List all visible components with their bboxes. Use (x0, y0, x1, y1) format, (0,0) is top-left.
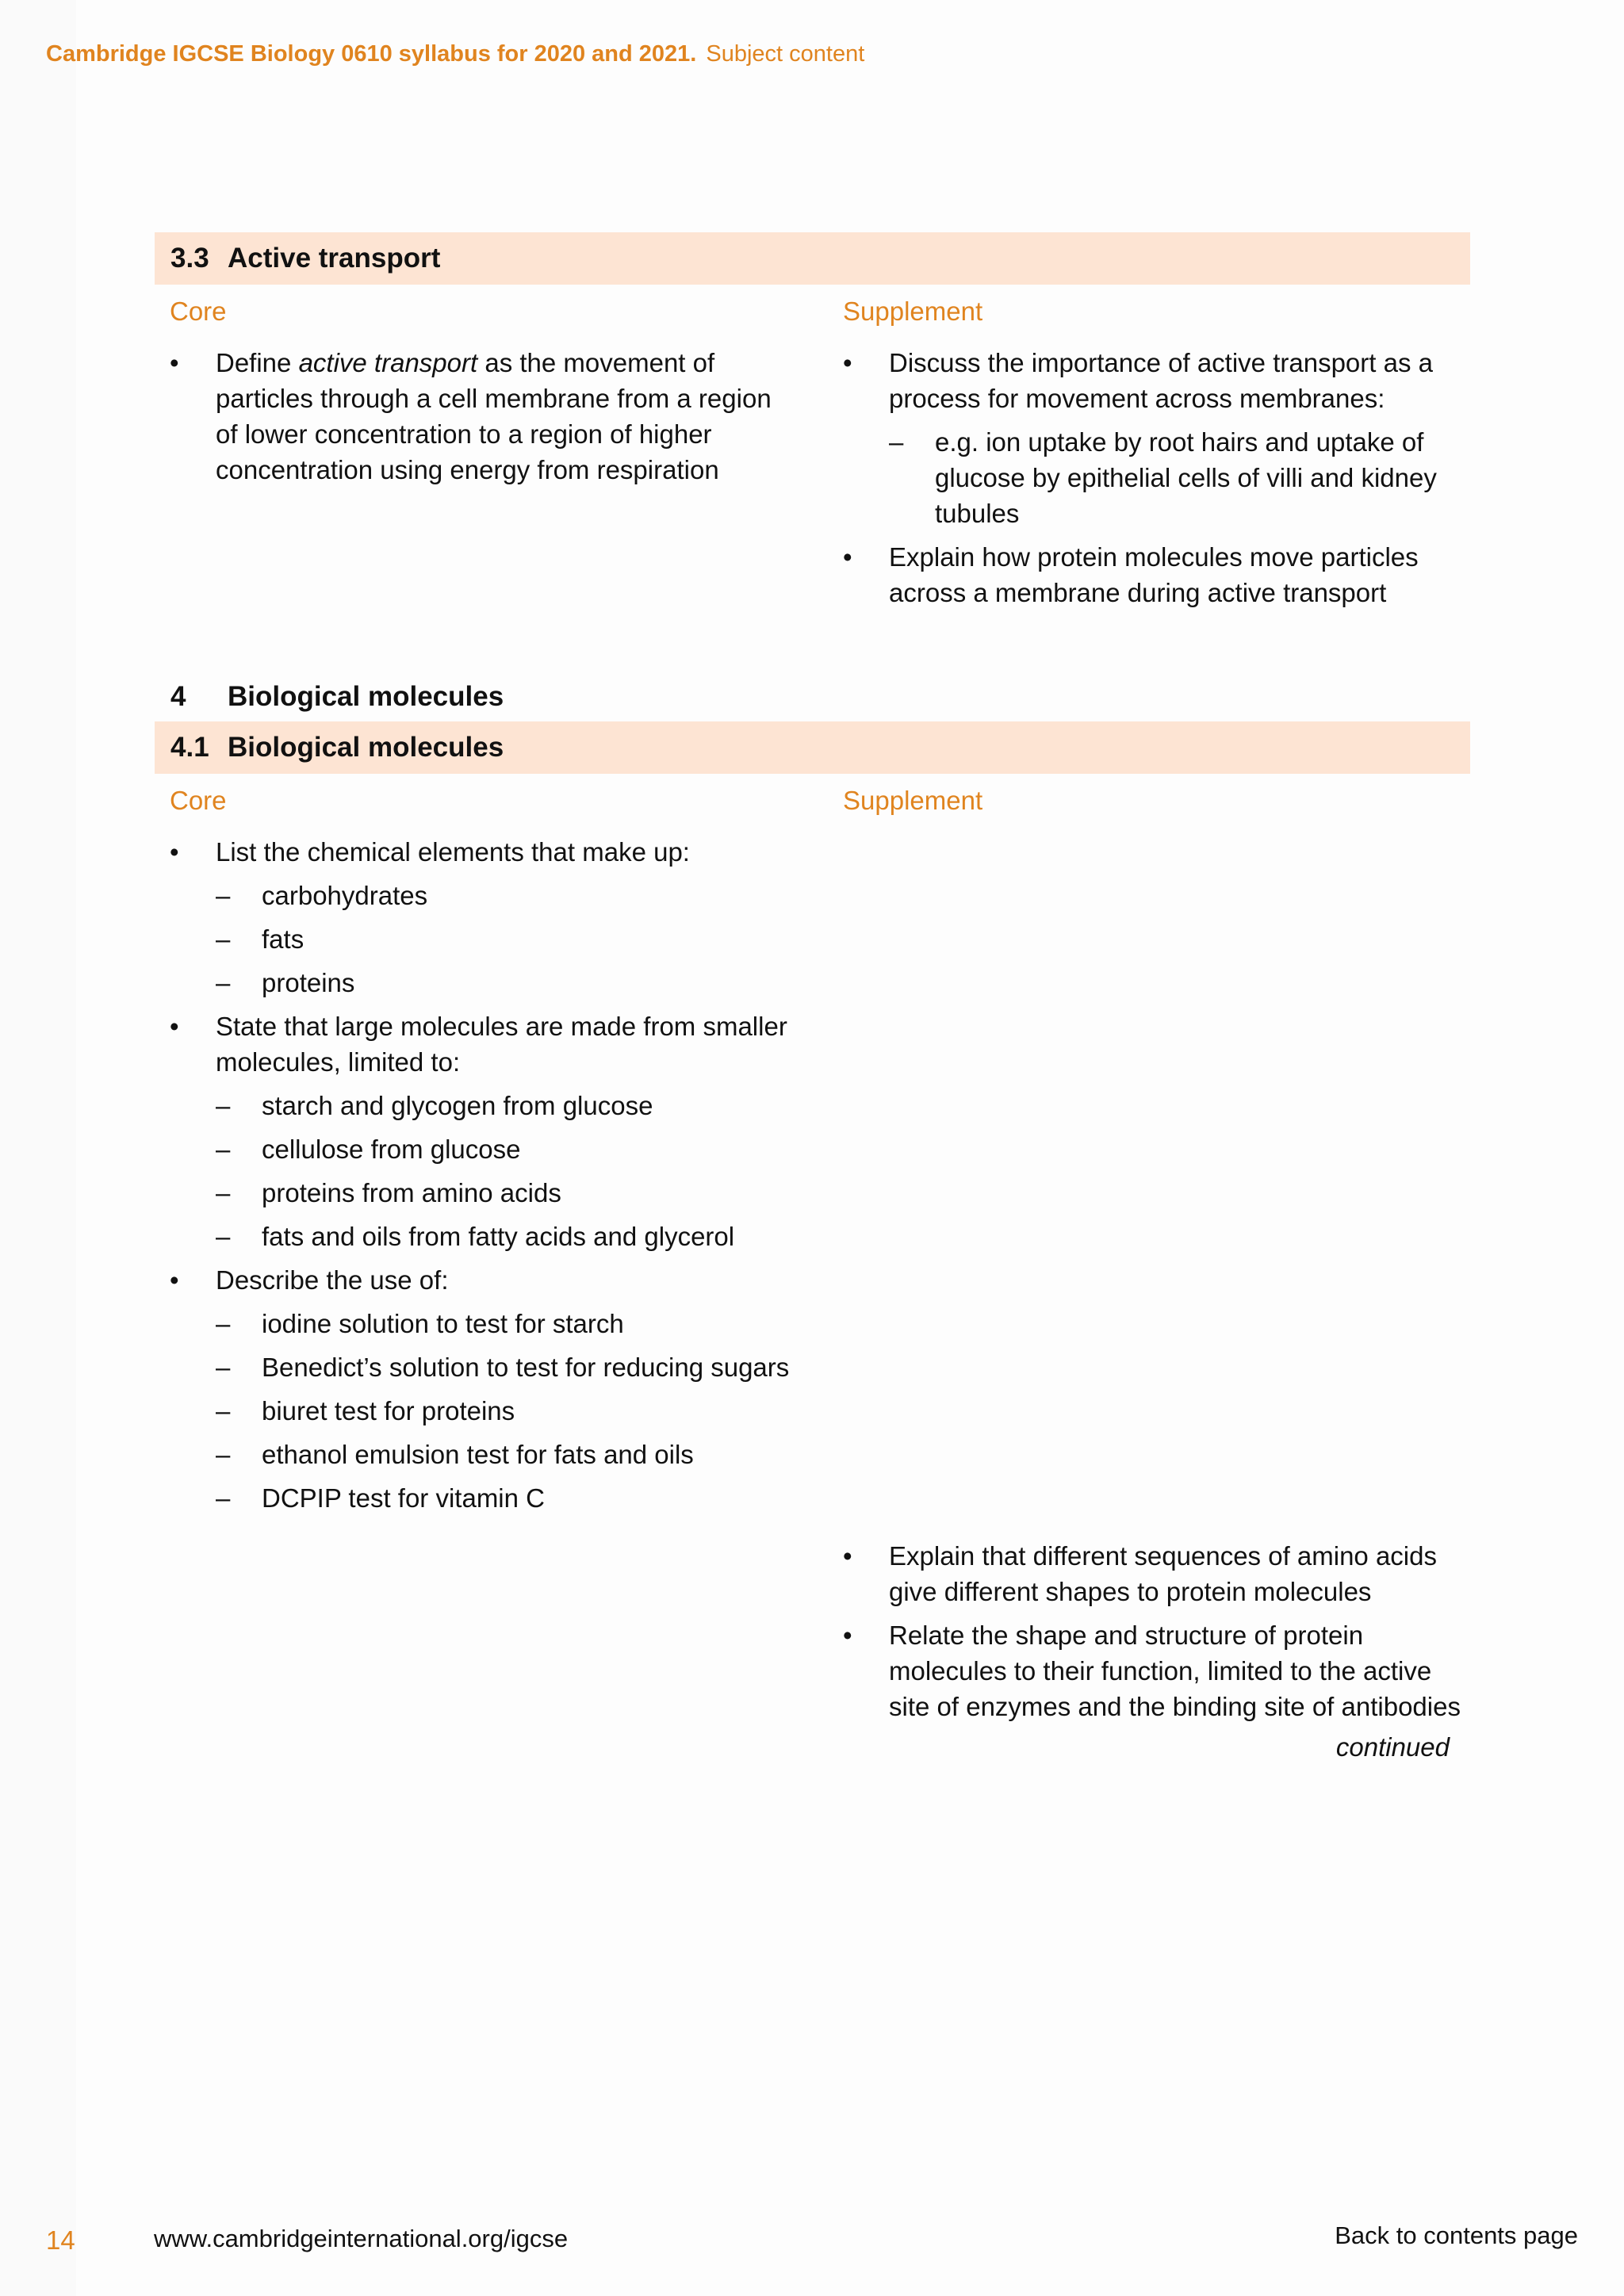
list-item (843, 539, 1446, 610)
chapter-heading (155, 675, 1470, 719)
dash-icon: – (216, 1091, 231, 1120)
running-header (46, 41, 864, 67)
sub-item-text: carbohydrates (262, 881, 428, 910)
sub-item-text: Benedict’s solution to test for reducing sugars (262, 1353, 790, 1382)
sub-item-text: cellulose from glucose (262, 1135, 521, 1164)
section-3-3 (155, 232, 1470, 285)
supplement-label: Supplement (843, 297, 983, 326)
item-text-term: active transport (298, 348, 478, 377)
dash-icon: – (216, 1353, 231, 1382)
sub-item (216, 1437, 796, 1472)
supplement-column-4-1 (843, 1538, 1461, 1732)
sub-item (216, 1175, 796, 1211)
item-text-prefix: Define (216, 348, 299, 377)
sub-item-text: starch and glycogen from glucose (262, 1091, 653, 1120)
bullet-icon: • (170, 1265, 179, 1295)
sub-item (216, 921, 796, 957)
dash-icon: – (216, 1222, 231, 1251)
list-item (170, 1008, 796, 1254)
bullet-icon: • (170, 348, 179, 377)
page-number: 14 (46, 2225, 75, 2255)
footer-url-link[interactable]: www.cambridgeinternational.org/igcse (154, 2225, 569, 2252)
supplement-label: Supplement (843, 786, 983, 815)
back-to-contents-link[interactable]: Back to contents page (1335, 2221, 1578, 2249)
sub-item (216, 878, 796, 913)
sub-item-text: fats and oils from fatty acids and glycerol (262, 1222, 735, 1251)
dash-icon: – (216, 924, 231, 954)
bullet-icon: • (170, 1012, 179, 1041)
section-number: 4.1 (170, 732, 209, 763)
bullet-icon: • (170, 837, 179, 867)
dash-icon: – (216, 1396, 231, 1425)
continued-note: continued (1335, 1732, 1450, 1762)
list-item (843, 1538, 1461, 1609)
sub-item (216, 1219, 796, 1254)
bullet-icon: • (843, 1621, 852, 1650)
core-label: Core (170, 297, 227, 326)
chapter-number: 4 (170, 681, 186, 712)
section-number: 3.3 (170, 243, 209, 274)
list-item (170, 834, 796, 1001)
bullet-icon: • (843, 348, 852, 377)
section-bar (155, 232, 1470, 285)
item-text: Describe the use of: (216, 1265, 449, 1295)
sub-item-text: fats (262, 924, 304, 954)
section-4-1 (155, 721, 1470, 774)
sub-item (216, 1349, 796, 1385)
list-item (170, 345, 796, 488)
dash-icon: – (889, 427, 904, 457)
bullet-icon: • (843, 542, 852, 572)
dash-icon: – (216, 881, 231, 910)
dash-icon: – (216, 1178, 231, 1207)
item-text: Relate the shape and structure of protein molecules to their function, limited to the active site of enzymes and the binding site of antibodies (889, 1621, 1461, 1721)
sub-item-text: biuret test for proteins (262, 1396, 515, 1425)
sub-item (889, 424, 1446, 531)
dash-icon: – (216, 1483, 231, 1513)
sub-item-text: proteins from amino acids (262, 1178, 561, 1207)
core-column-3-3 (170, 345, 796, 496)
dash-icon: – (216, 1440, 231, 1469)
sub-item (216, 1480, 796, 1516)
dash-icon: – (216, 968, 231, 997)
sub-item (216, 1131, 796, 1167)
header-doc-title: Cambridge IGCSE Biology 0610 syllabus for 2020 and 2021. (46, 41, 697, 67)
header-section: Subject content (706, 41, 865, 67)
sub-item (216, 1393, 796, 1429)
page-margin (0, 0, 76, 2296)
item-text: Explain that different sequences of amino acids give different shapes to protein molecules (889, 1541, 1437, 1606)
section-title: Biological molecules (228, 732, 504, 763)
sub-item (216, 1088, 796, 1123)
sub-item-text: iodine solution to test for starch (262, 1309, 624, 1338)
section-bar (155, 721, 1470, 774)
chapter-title: Biological molecules (228, 681, 504, 712)
item-text: Discuss the importance of active transport as a process for movement across membranes: (889, 348, 1433, 413)
list-item (843, 1617, 1461, 1724)
section-4 (155, 675, 1470, 719)
list-item (170, 1262, 796, 1516)
sub-item (216, 1306, 796, 1341)
list-item (843, 345, 1446, 531)
dash-icon: – (216, 1309, 231, 1338)
sub-item (216, 965, 796, 1001)
item-text: Explain how protein molecules move particles across a membrane during active transport (889, 542, 1419, 607)
section-title: Active transport (228, 243, 441, 274)
dash-icon: – (216, 1135, 231, 1164)
item-text: State that large molecules are made from smaller molecules, limited to: (216, 1012, 787, 1077)
item-text-suffix: as the movement of particles through a cell membrane from a region of lower concentration to a region of higher concentration using energy from respiration (216, 348, 772, 484)
core-label: Core (170, 786, 227, 815)
core-column-4-1 (170, 834, 796, 1524)
sub-item-text: DCPIP test for vitamin C (262, 1483, 545, 1513)
sub-item-text: ethanol emulsion test for fats and oils (262, 1440, 694, 1469)
item-text: List the chemical elements that make up: (216, 837, 690, 867)
supplement-column-3-3 (843, 345, 1446, 618)
sub-item-text: proteins (262, 968, 355, 997)
bullet-icon: • (843, 1541, 852, 1571)
sub-item-text: e.g. ion uptake by root hairs and uptake of glucose by epithelial cells of villi and kidney tubules (935, 427, 1437, 528)
